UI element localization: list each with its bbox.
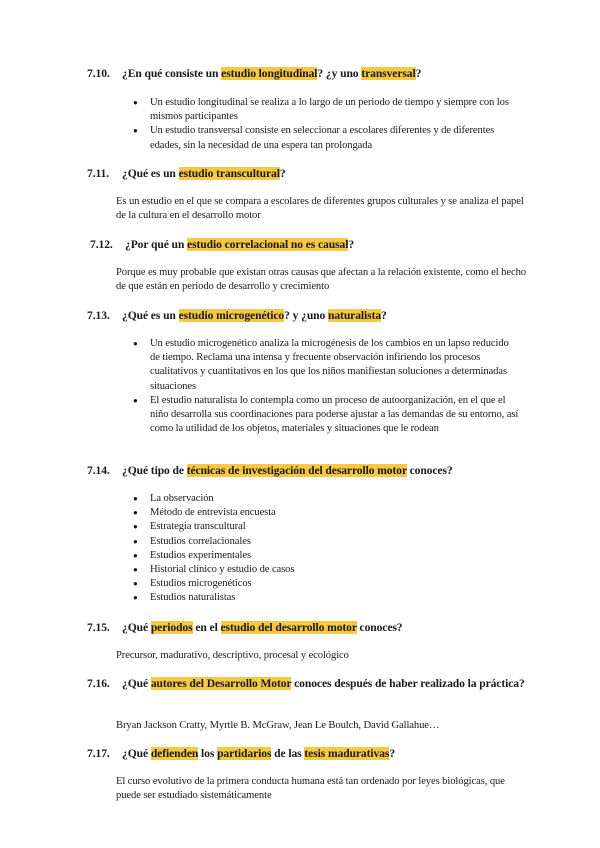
question-text: de las — [271, 747, 305, 760]
highlight: tesis madurativas — [304, 747, 390, 760]
answer-7-16: Bryan Jackson Cratty, Myrtle B. McGraw, Jean Le Boulch, David Gallahue… — [116, 720, 440, 731]
answer-7-11: Es un estudio en el que se compara a escolares de diferentes grupos culturales y se analiza el papel de la cultura en el desarrollo motor — [116, 196, 524, 222]
highlight: estudio transcultural — [178, 167, 280, 180]
list-item: ● Estudios experimentales — [150, 549, 520, 563]
highlight: autores del Desarrollo Motor — [150, 677, 292, 690]
question-number: 7.11. — [87, 167, 110, 180]
question-7-15 — [87, 620, 527, 635]
question-text: ? — [279, 167, 286, 180]
question-text: ? — [415, 67, 422, 80]
list-item: ● Historial clínico y estudio de casos — [150, 563, 520, 577]
list-item: ● Método de entrevista encuesta — [150, 506, 520, 520]
list-item: ● Estudios microgenéticos — [150, 577, 520, 591]
highlight: estudio correlacional no es causal — [187, 238, 349, 251]
highlight: transversal — [361, 67, 416, 80]
question-text: en el — [192, 621, 221, 634]
question-text: ? — [389, 747, 396, 760]
list-item: ● Un estudio transversal consiste en seleccionar a escolares diferentes y de diferentes edades, sin la necesidad de una espera tan prolongada — [150, 124, 520, 152]
list-item: ● El estudio naturalista lo contempla como un proceso de autoorganización, en el que el niño desarrolla sus coordinaciones para poderse ajustar a las demandas de su entorno, así como la utilidad de los objetos, materiales y situaciones que le rodean — [150, 394, 520, 437]
question-7-16 — [87, 676, 527, 691]
list-item: ● Un estudio microgenético analiza la microgénesis de los cambios en un lapso reducido de tiempo. Reclama una intensa y frecuente observación infiriendo los procesos cualitativos y cuantitativos en los que los niños manifiestan soluciones a determinadas situaciones — [150, 337, 520, 394]
question-text: ¿Qué — [122, 621, 151, 634]
question-7-17 — [87, 746, 527, 761]
list-item: ● Estudios correlacionales — [150, 535, 520, 549]
question-number: 7.13. — [87, 309, 110, 322]
question-text: ? — [348, 238, 355, 251]
list-item: ● Estudios naturalistas — [150, 591, 520, 605]
list-item: ● Un estudio longitudinal se realiza a lo largo de un periodo de tiempo y siempre con los mismos participantes — [150, 96, 520, 124]
question-number: 7.12. — [90, 238, 113, 251]
question-7-10 — [87, 66, 527, 81]
answer-7-12: Porque es muy probable que existan otras causas que afectan a la relación existente, como el hecho de que están en periodo de desarrollo y crecimiento — [116, 267, 526, 293]
question-text: conoces? — [356, 621, 403, 634]
list-item: ● La observación — [150, 492, 520, 506]
question-text: ¿Qué — [122, 677, 151, 690]
question-text: ¿Qué tipo de — [122, 464, 187, 477]
highlight: estudio longitudinal — [221, 67, 318, 80]
question-text: ¿En qué consiste un — [122, 67, 222, 80]
question-number: 7.10. — [87, 67, 110, 80]
answer-list-7-10 — [150, 96, 520, 153]
question-text: ¿Por qué un — [125, 238, 188, 251]
question-7-13 — [87, 308, 527, 323]
question-text: ? — [381, 309, 387, 322]
question-text: conoces después de haber realizado la práctica? — [291, 677, 525, 690]
highlight: naturalista — [328, 309, 382, 322]
question-text: ? ¿y uno — [317, 67, 362, 80]
answer-7-17: El curso evolutivo de la primera conducta humana está tan ordenado por leyes biológicas, que puede ser estudiado sistemáticamente — [116, 776, 505, 802]
question-text: ¿Qué es un — [122, 309, 179, 322]
highlight: periodos — [150, 621, 193, 634]
question-number: 7.14. — [87, 464, 110, 477]
question-text: los — [198, 747, 218, 760]
question-text: conoces? — [406, 464, 453, 477]
question-7-12 — [90, 237, 530, 252]
question-text: ¿Qué — [122, 747, 151, 760]
highlight: estudio del desarrollo motor — [220, 621, 357, 634]
highlight: estudio microgenético — [178, 309, 285, 322]
list-item: ● Estrategia transcultural — [150, 520, 520, 534]
question-text: ? y ¿uno — [284, 309, 329, 322]
highlight: técnicas de investigación del desarrollo motor — [186, 464, 407, 477]
question-number: 7.15. — [87, 621, 110, 634]
answer-list-7-14 — [150, 492, 520, 606]
question-number: 7.16. — [87, 677, 110, 690]
question-7-11 — [87, 166, 527, 181]
answer-list-7-13 — [150, 337, 520, 436]
highlight: partidarios — [217, 747, 272, 760]
question-7-14 — [87, 463, 527, 478]
answer-7-15: Precursor, madurativo, descriptivo, procesal y ecológico — [116, 650, 349, 661]
question-number: 7.17. — [87, 747, 110, 760]
question-text: ¿Qué es un — [122, 167, 179, 180]
highlight: defienden — [150, 747, 199, 760]
